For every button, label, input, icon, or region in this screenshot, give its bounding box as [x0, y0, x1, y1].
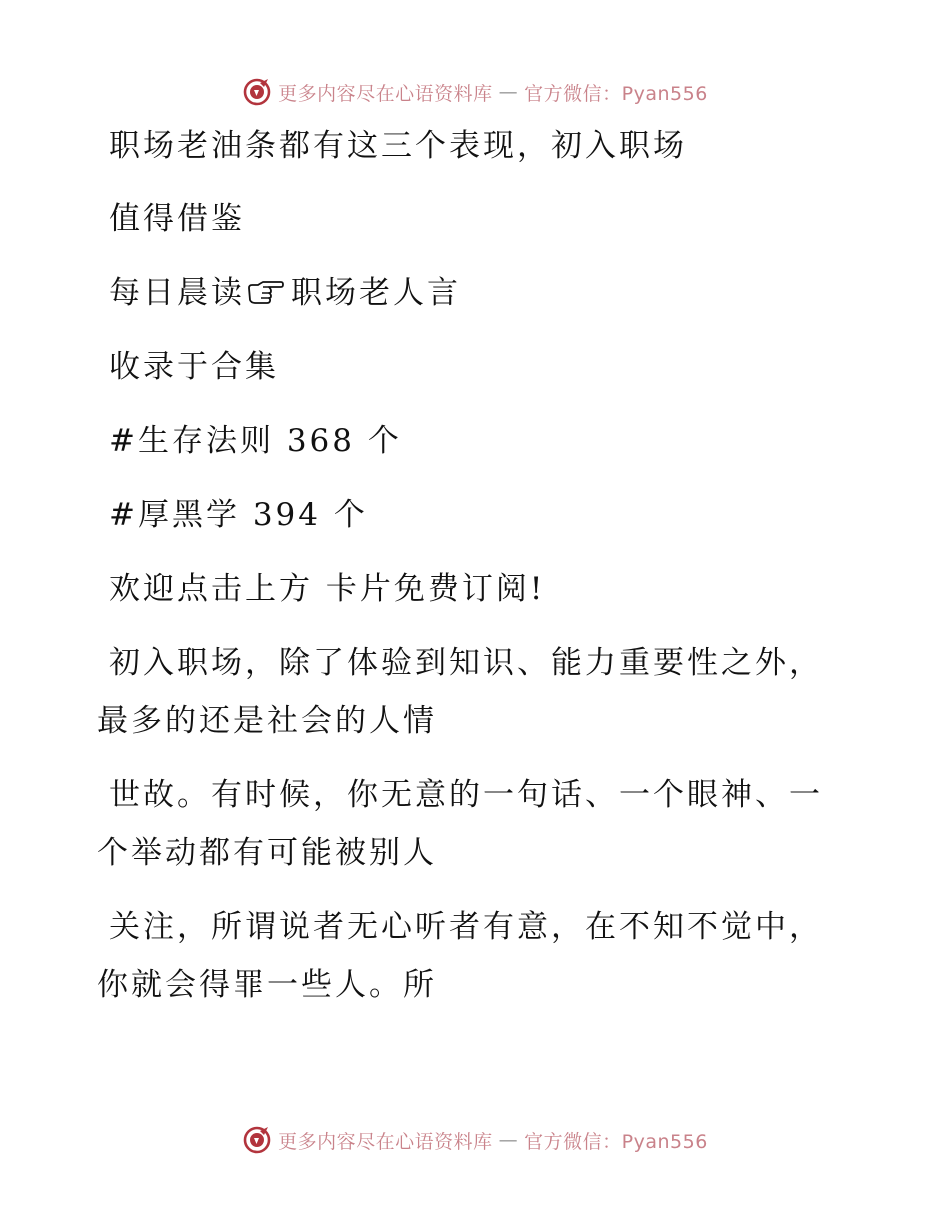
paragraph-2-line-2: 个举动都有可能被别人	[97, 835, 437, 871]
watermark-text: 更多内容尽在心语资料库	[278, 1130, 493, 1153]
series-line	[97, 269, 857, 317]
collection-label: 收录于合集	[109, 349, 279, 385]
pen-seal-icon	[242, 77, 272, 107]
paragraph-1-line-2: 最多的还是社会的人情	[97, 703, 437, 739]
tag-thick-black[interactable]: #厚黑学 394 个	[109, 497, 368, 533]
paragraph-1-line-1: 初入职场，除了体验到知识、能力重要性之外，	[109, 645, 823, 681]
header-watermark	[0, 72, 950, 112]
watermark-account: 官方微信：Pyan556	[524, 82, 708, 105]
series-prefix: 每日晨读	[109, 275, 245, 311]
paragraph-2-line-1: 世故。有时候，你无意的一句话、一个眼神、一	[109, 777, 823, 813]
tag-survival-rules[interactable]: #生存法则 368 个	[109, 423, 402, 459]
watermark-text: 更多内容尽在心语资料库	[278, 82, 493, 105]
footer-watermark	[0, 1120, 950, 1160]
watermark-account: 官方微信：Pyan556	[524, 1130, 708, 1153]
watermark-separator: —	[498, 81, 519, 103]
pen-seal-icon	[242, 1125, 272, 1155]
article-title-line-2: 值得借鉴	[109, 201, 245, 237]
article-body	[97, 122, 857, 1009]
article-title-line-1: 职场老油条都有这三个表现，初入职场	[109, 128, 687, 164]
watermark-separator: —	[498, 1129, 519, 1151]
subscribe-prompt: 欢迎点击上方 卡片免费订阅!	[109, 571, 546, 607]
pointing-hand-icon	[245, 276, 285, 306]
paragraph-3-line-1: 关注，所谓说者无心听者有意，在不知不觉中，	[109, 909, 823, 945]
paragraph-3-line-2: 你就会得罪一些人。所	[97, 967, 437, 1003]
series-name: 职场老人言	[291, 275, 461, 311]
